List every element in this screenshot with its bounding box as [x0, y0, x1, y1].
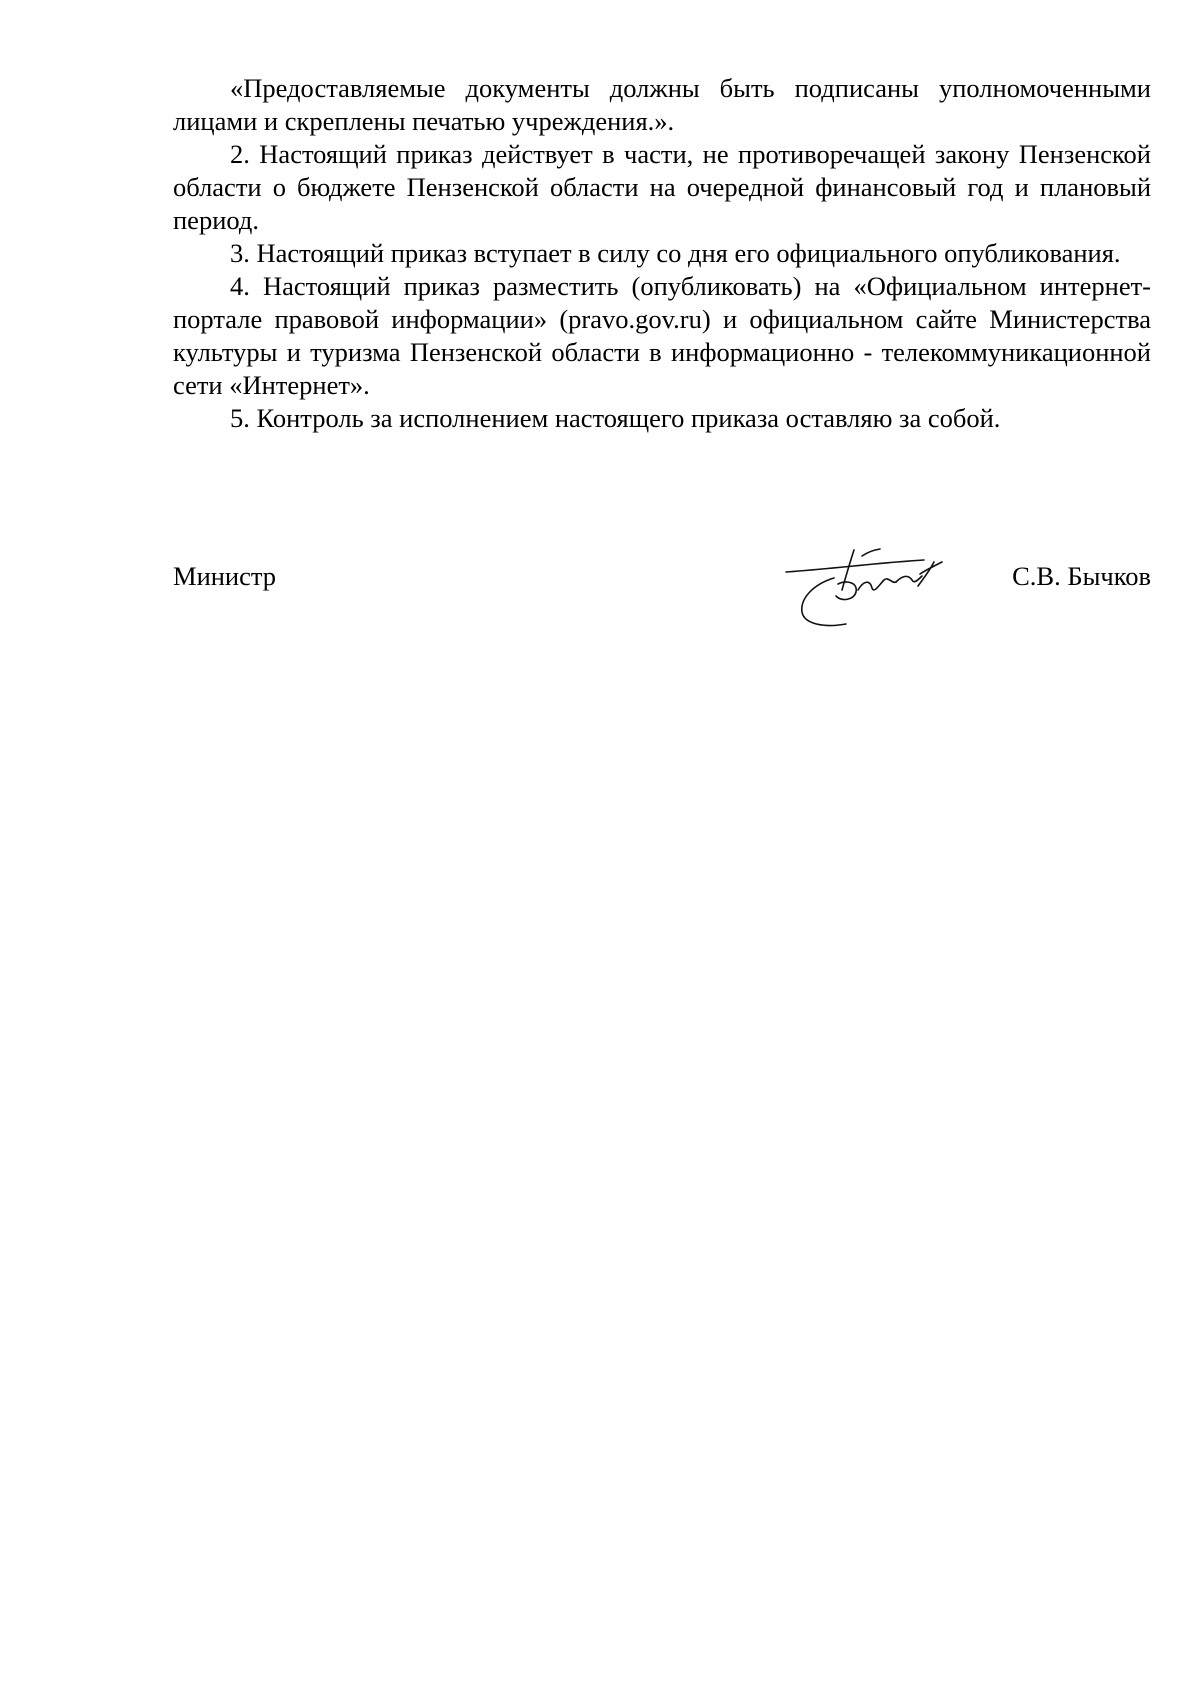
paragraph-closing-quote: «Предоставляемые документы должны быть подписаны уполномоченными лицами и скреплены печатью учреждения.». [173, 73, 1151, 136]
signatory-name: С.В. Бычков [1012, 561, 1151, 591]
signature-block [173, 560, 1151, 600]
signatory-position: Министр [173, 561, 277, 591]
paragraph-item-5: 5. Контроль за исполнением настоящего приказа оставляю за собой. [230, 403, 1001, 433]
paragraph-item-2: 2. Настоящий приказ действует в части, не противоречащей закону Пензенской области о бюджете Пензенской области на очередной финансовый год и плановый период. [173, 139, 1151, 235]
document-body [173, 72, 1151, 435]
handwritten-signature-icon [784, 540, 954, 635]
paragraph-item-3: 3. Настоящий приказ вступает в силу со дня его официального опубликования. [230, 238, 1121, 268]
paragraph-item-4: 4. Настоящий приказ разместить (опубликовать) на «Официальном интернет-портале правовой информации» (pravo.gov.ru) и официальном сайте Министерства культуры и туризма Пензенской области в информационно - телекоммуникационной сети «Интернет». [173, 271, 1151, 400]
